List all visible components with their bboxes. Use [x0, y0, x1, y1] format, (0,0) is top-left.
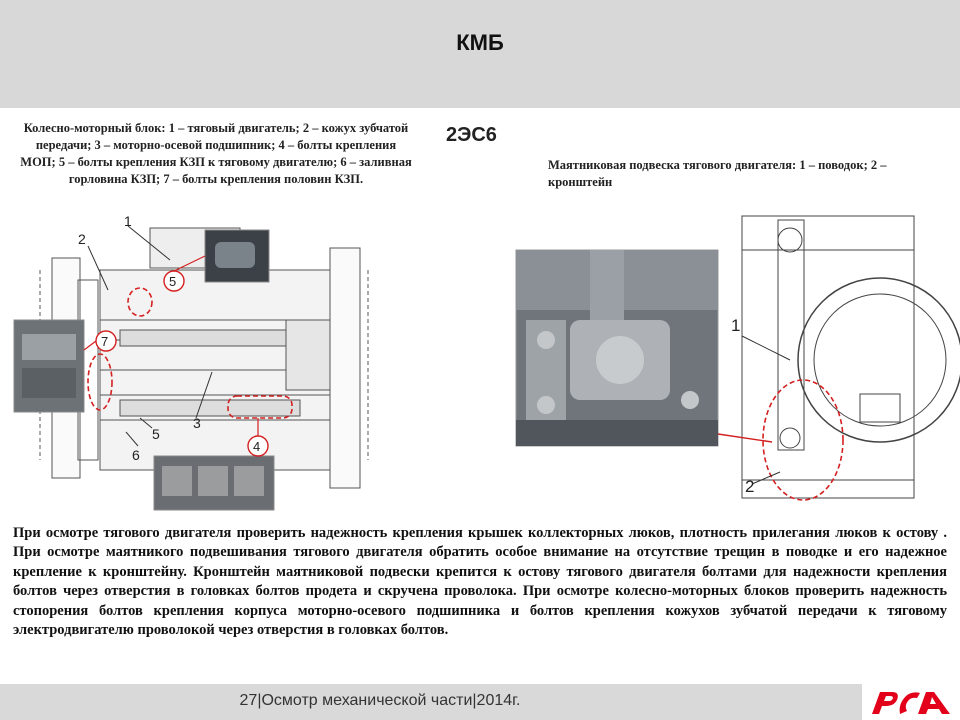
label-7: 7 — [101, 334, 109, 349]
inspection-instructions: При осмотре тягового двигателя проверить надежность крепления крышек коллекторных люков, плотность прилегания люков к остову . При осмотре маятникого подвешивания тягового двигателя обратить особое внимание на отсутствие трещин в поводке и его надежное крепление к кронштейну. Кронштейн маятниковой подвески крепится к остову тягового двигателя болтами для надежности крепления болтов через отверстия в головках болтов продета и скручена проволока. При осмотре колесно-моторных блоков проверить надежность стопорения болтов крепления корпуса моторно-осевого подшипника и болтов крепления кожухов зубчатой передачи к тяговому электродвигателю проволокой через отверстия в головках болтов. — [13, 525, 947, 639]
motor-housing-drawing — [742, 216, 960, 498]
label-right-1: 1 — [731, 316, 741, 335]
label-right-2: 2 — [745, 477, 755, 496]
footer-text: 27|Осмотр механической части|2014г. — [239, 692, 521, 709]
label-5-bottom: 5 — [152, 426, 160, 442]
technical-diagram — [0, 210, 960, 520]
locomotive-model: 2ЭС6 — [446, 124, 497, 146]
label-4: 4 — [253, 439, 261, 454]
label-6: 6 — [132, 447, 140, 463]
rzd-logo — [862, 684, 960, 720]
right-figure-caption: Маятниковая подвеска тягового двигателя: 1 – поводок; 2 – кронштейн — [548, 158, 887, 189]
wheel-motor-block-drawing — [40, 228, 368, 488]
page-title: КМБ — [456, 30, 504, 55]
header-bar — [0, 0, 960, 108]
label-2: 2 — [78, 231, 86, 247]
callout-circle-bracket — [763, 380, 843, 500]
label-3: 3 — [193, 415, 201, 431]
left-figure-caption: Колесно-моторный блок: 1 – тяговый двигатель; 2 – кожух зубчатой передачи; 3 – моторно-осевой подшипник; 4 – болты крепления МОП; 5 – болты крепления КЗП к тяговому двигателю; 6 – заливная горловина КЗП; 7 – болты крепления половин КЗП. — [20, 121, 412, 186]
footer-bar — [0, 684, 960, 720]
suspension-photo — [516, 250, 718, 446]
label-5-top: 5 — [169, 274, 177, 289]
label-1: 1 — [124, 213, 132, 229]
bolt-photo-inset-left — [14, 320, 84, 412]
